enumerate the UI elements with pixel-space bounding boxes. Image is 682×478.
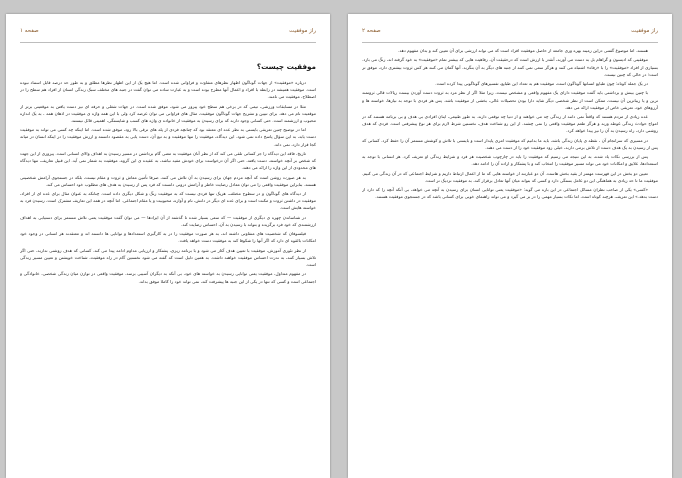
document-page-2 — [348, 14, 672, 478]
page-number: صفحه ۲ — [362, 28, 381, 34]
body-paragraph: مثلا در مسابقات ورزشی، تیمی که در برخی هم سطح خود پیروز می شود، موفق شده است. در جهات شغلی و حرفه ای نیز دست یافتن به موقعیتی برتر از موقعیت نام می دهد. برای تبیین و تشریح جهات گوناگون موفقیت، مثال های فراوانی می توان عرضه کرد ولی با این همه واژه ی موفقیت در اذهان همه ، به یک اندازه محبوب و ارزشمند است. حتی کسانی وجود دارند که برای رسیدن به موفقیت از خانواده ی واژه های کسب و شایستگی، اهمیتی قائل نیستند. — [20, 104, 316, 124]
running-title: راز موفقیت — [631, 28, 658, 34]
header-rule — [20, 42, 316, 43]
body-paragraph: تعیین دو بخش در این فهرست مهمتر از بقیه بخش هاست. آن دو عبارتند از خواسته هایی که ما از اعمال ارتباط داریم و شرایط اجتماعی که در آن زندگی می کنیم. موفقیت ما تا حد زیادی به هماهنگی این دو عامل بستگی دارد و کسی که بتواند میان آنها تعادل برقرار کند، به موفقیت نزدیک تر است. — [362, 171, 658, 184]
page-number: صفحه ۱ — [20, 28, 39, 34]
page-body — [362, 48, 658, 472]
body-paragraph: در مسیری که سرانجام آن ، نقطه ی پایان زندگی باشد، باید ما بدانیم که موفقیت امری پایدار است و بایستی با تلاش و کوشش مستمر آن را حفظ کرد. کسانی که پس از رسیدن به یک هدف دست از تلاش برمی دارند، خیلی زود موفقیت خود را از دست می دهند. — [362, 138, 658, 151]
body-paragraph: در شناساندن چهره ی دیگری از موفقیت — که سعی بسیار شده تا گذشته از آن ایرادها — می توان گفت موفقیت یعنی تلاش مستمر برای دستیابی به اهداف ارزشمندی که خود فرد برگزیده و بتواند با رسیدن به آن، احساس رضایت کند. — [20, 215, 316, 228]
body-paragraph: در مفهوم متداول، موفقیت یعنی توانایی رسیدن به خواسته های خود، بی آنکه به دیگران آسیبی برسد. موفقیت واقعی در توازن میان زندگی شخصی، خانوادگی و اجتماعی است و کسی که تنها در یکی از این جنبه ها پیشرفت کند، نمی تواند خود را کاملا موفق بداند. — [20, 272, 316, 285]
body-paragraph: هستند. اما موضوع گفتنی دراین زمینه بهره وری جامعه از حاصل موفقیت افراد است که می تواند ارزشی برای آن تعیین کند و بدان مفهوم دهد. — [398, 49, 648, 54]
body-paragraph: «کسی» یکی از صاحب نظران مسائل اجتماعی در این باره می گوید: «موفقیت یعنی توانایی انسان برای رسیدن به آنچه می خواهد، بی آنکه آنچه را که دارد از دست بدهد.» این تعریف، هرچند کوتاه است، اما نکات بسیار مهمی را در بر می گیرد و می تواند راهنمای خوبی برای کسانی باشد که در جستجوی موفقیت هستند. — [362, 188, 658, 201]
body-paragraph: به هر صورت روشن است که آنچه مردم جهان برای رسیدن به آن تلاش می کنند، صرفا تأمین معاش و ثروت و مقام نیست، بلکه در جستجوی آرامش شخصیتی هستند. بنابراین موفقیت واقعی را می توان معادل رضایت خاطر و آرامش درونی دانست که فرد پس از رسیدن به هدف های مطلوب خود احساس می کند. — [20, 175, 316, 188]
body-paragraph: از دیدگاه های گوناگون و در سطوح مختلف، هریک تنها فردی نیست که به موفقیت رنگ و شکل دیگری داده است. چنانکه به عنوان مثال برای عده ای از افراد، موفقیت در داشتن ثروت و مکنت است و برای عده ای دیگر در دانش، نام و آوازه، محبوبیت و یا مقام اجتماعی. اما آنچه در همه این تعاریف مشترک است، رسیدن فرد به خواسته هایش است. — [20, 192, 316, 212]
body-paragraph: در یک جمله کوتاه: چون طبایع انسانها گوناگون است، موفقیت هم به تعداد این طبایع، تفسیرهای گوناگونی پیدا کرده است. — [435, 82, 648, 87]
page-header — [20, 28, 316, 40]
body-paragraph: عده زیادی از مردم هستند که واقعاً نمی دانند از زندگی چه می خواهند و از دنیا چه توقعی دارند. به طور طبیعی، اینان افرادی بی هدف و بی برنامه هستند که در امواج حوادث زندگی غوطه ورند و هرگز طعم موفقیت واقعی را نمی چشند. از این رو شناخت هدف، نخستین شرط لازم برای هر نوع پیشرفتی است. فردی که هدف روشنی دارد، راه رسیدن به آن را نیز پیدا خواهد کرد. — [362, 115, 658, 135]
section-title: موفقیت چیست؟ — [256, 62, 316, 71]
body-paragraph: اما در توضیح چنین تعریفی بایستی به نظر عده ای معتقد بود که چنانچه فردی از پله های ترقی بالا رود، موفق شده است. اما اینکه چه کسی می تواند به موفقیت دست یابد، به این سؤال پاسخ داده نمی شود. این دیدگاه، موفقیت را تنها موفقیت و به تبع آن، دست یابی به مقصود دانسته و ارزش موفقیت را در اینکه انسان در میانه کجا قرار دارد، نمی داند. — [20, 128, 316, 148]
page-body — [20, 48, 316, 472]
body-paragraph: با چنین بینش و برداشتی باید گفت موفقیت دارای یک مفهوم واقعی و مشخص نیست، زیرا مثلا اگر از نظر مرد به ثروت دست آوردن بیست ریالات قالی ثروتمند ترین و یا زیباترین آن نیست، ممکن است از نظر شخصی دیگر شاید دارا بودن تحصیلات عالی، بخشی از موفقیت باشد. پس هر فردی با توجه به نیازها، خواسته ها و آرزوهای خود، تعریفی خاص از موفقیت ارائه می دهد. — [362, 91, 658, 111]
body-paragraph: تاریخ، فاقد این دیدگاه را جز کسانی تلقی می کند که از نظر آنان موفقیت به معنی گام برداشتن در مسیر رسیدن به اهداف والای انسانی است. پیروزی از این جهت که شخص بر آنچه خواسته، دست یافته، حتی اگر آن درخواست برای خودش مفید نباشد، به عقیده ی این گروه، موفقیت به شمار نمی آید. این قبیل تعاریف، تنها دیدگاه های محدودی از این واژه را ارائه می دهند. — [20, 151, 316, 172]
body-paragraph: دریاره «موفقیت» از جهات گوناگون اظهار نظرهای متفاوت و فراوانی شده است. اما هیچ یک از این اظهار نظرها مطلق و به طور حد درصد قابل استناد نبوده است. موفقیت همیشه در رابطه با افراد و اعمال آنها مطرح بوده است و به عبارت ساده می توان گفت در جنبه های مختلف سبک زندگی انسان از افراد هم سطح را در اصطلاح، موفقیت می نامند. — [20, 81, 316, 101]
body-paragraph: فیلسوفان که شخصیت های متفاوتی داشته اند، به هر صورت موفقیت را در به کارگیری استعدادها و توانایی ها دانسته اند و معتقدند هر انسانی در وجود خود امکانات بالقوه ای دارد که اگر آنها را شکوفا کند به موفقیت دست خواهد یافت. — [20, 232, 316, 245]
header-rule — [362, 42, 658, 43]
running-title: راز موفقیت — [289, 28, 316, 34]
body-paragraph: پس از بررسی نکات یاد شده، به این نتیجه می رسیم که موفقیت را باید در چارچوب شخصیت هر فرد و شرایط زندگی او تعریف کرد. هر انسانی با توجه به استعدادها، علایق و امکانات خود می تواند مسیر موفقیت را انتخاب کند و با پشتکار و اراده آن را ادامه دهد. — [362, 155, 658, 168]
body-paragraph: از نظر تئوری آموزش، موفقیت با تعیین هدف آغاز می شود و با برنامه ریزی، پشتکار و ارزیابی مداوم ادامه پیدا می کند. کسانی که هدف روشنی ندارند، حتی اگر تلاش بسیار کنند، به ندرت احساس موفقیت خواهند داشت. به همین دلیل است که گفته می شود نخستین گام در راه موفقیت، شناخت خویشتن و تعیین مسیر زندگی است. — [20, 248, 316, 269]
document-page-1 — [6, 14, 330, 478]
page-header — [362, 28, 658, 40]
body-paragraph: موفقیتی که ادیسون و گراهام بل به دست می آورند، آنقدر با ارزش است که درحقیقت آن، رفاهیت هایی که بیشتر تمام «موفقیت» به خود گرفته اند، رنگ می بازد. بسیاری از افراد «موفقیت» را با «رفاه» اشتباه می کنند و هرگز سعی نمی کنند از جنبه های دیگر به آن بنگرند. آنها گمان می کنند هر کس ثروت بیشتری دارد، موفق تر است؛ در حالی که چنین نیست. — [362, 58, 658, 78]
